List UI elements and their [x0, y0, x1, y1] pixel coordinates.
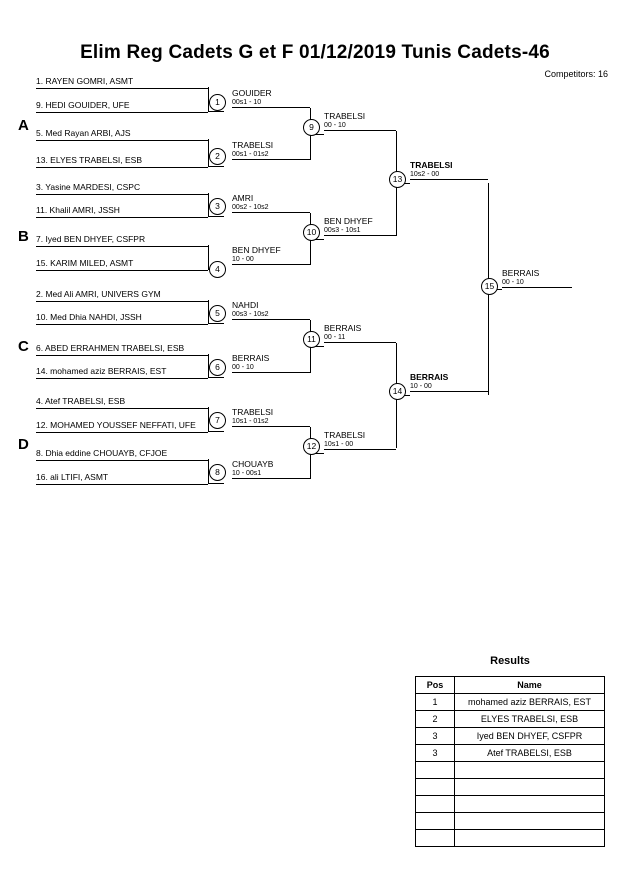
match-7-score: 10s1 - 01s2	[232, 418, 269, 425]
match-9-result	[324, 111, 396, 131]
match-number-8[interactable]: 8	[209, 464, 226, 481]
match-6-score: 00 - 10	[232, 364, 254, 371]
result-pos: 3	[416, 728, 455, 745]
connector-m8-out	[208, 483, 224, 484]
result-name	[455, 830, 605, 847]
group-letter-d: D	[18, 436, 29, 453]
results-column-name: Name	[455, 677, 605, 694]
match-13-score: 10s2 - 00	[410, 171, 440, 178]
entrant-5: 3. Yasine MARDESI, CSPC	[36, 182, 208, 195]
match-7-winner: TRABELSI	[232, 407, 274, 417]
result-pos	[416, 830, 455, 847]
match-number-2[interactable]: 2	[209, 148, 226, 165]
table-row	[416, 779, 605, 796]
match-number-6[interactable]: 6	[209, 359, 226, 376]
match-number-4[interactable]: 4	[209, 261, 226, 278]
results-column-pos: Pos	[416, 677, 455, 694]
result-pos	[416, 779, 455, 796]
connector-m3-out	[208, 216, 224, 217]
match-11-winner: BERRAIS	[324, 323, 362, 333]
entrant-12: 14. mohamed aziz BERRAIS, EST	[36, 366, 208, 379]
match-number-10[interactable]: 10	[303, 224, 320, 241]
results-table	[415, 676, 605, 847]
connector-m1-out	[208, 111, 224, 112]
connector-m2-out	[208, 166, 224, 167]
match-1-winner: GOUIDER	[232, 88, 272, 98]
result-name	[455, 762, 605, 779]
entrant-2: 9. HEDI GOUIDER, UFE	[36, 100, 208, 113]
result-name: Iyed BEN DHYEF, CSFPR	[455, 728, 605, 745]
table-row	[416, 711, 605, 728]
match-8-result	[232, 459, 310, 479]
match-5-score: 00s3 - 10s2	[232, 311, 269, 318]
match-14-result	[410, 372, 488, 392]
table-row	[416, 694, 605, 711]
match-5-winner: NAHDI	[232, 300, 259, 310]
match-10-result	[324, 216, 396, 236]
match-2-winner: TRABELSI	[232, 140, 274, 150]
entrant-3: 5. Med Rayan ARBI, AJS	[36, 128, 208, 141]
match-3-score: 00s2 - 10s2	[232, 204, 269, 211]
match-15-result	[502, 268, 572, 288]
entrant-10: 10. Med Dhia NAHDI, JSSH	[36, 312, 208, 325]
table-row	[416, 830, 605, 847]
match-number-1[interactable]: 1	[209, 94, 226, 111]
result-name: ELYES TRABELSI, ESB	[455, 711, 605, 728]
match-2-result	[232, 140, 310, 160]
result-pos: 3	[416, 745, 455, 762]
connector-m5-out	[208, 323, 224, 324]
match-number-14[interactable]: 14	[389, 383, 406, 400]
match-number-9[interactable]: 9	[303, 119, 320, 136]
competitors-count: Competitors: 16	[544, 69, 608, 79]
match-number-7[interactable]: 7	[209, 412, 226, 429]
match-8-winner: CHOUAYB	[232, 459, 274, 469]
table-row	[416, 728, 605, 745]
match-5-result	[232, 300, 310, 320]
match-12-result	[324, 430, 396, 450]
match-4-winner: BEN DHYEF	[232, 245, 281, 255]
match-7-result	[232, 407, 310, 427]
match-number-12[interactable]: 12	[303, 438, 320, 455]
result-name	[455, 813, 605, 830]
match-8-score: 10 - 00s1	[232, 470, 262, 477]
connector-m7-out	[208, 431, 224, 432]
entrant-7: 7. Iyed BEN DHYEF, CSFPR	[36, 234, 208, 247]
connector-m6-out	[208, 377, 224, 378]
match-6-result	[232, 353, 310, 373]
match-13-result	[410, 160, 488, 180]
entrant-1: 1. RAYEN GOMRI, ASMT	[36, 76, 208, 89]
match-3-winner: AMRI	[232, 193, 254, 203]
results-title: Results	[490, 655, 530, 667]
match-12-winner: TRABELSI	[324, 430, 366, 440]
match-number-15[interactable]: 15	[481, 278, 498, 295]
match-11-result	[324, 323, 396, 343]
match-number-3[interactable]: 3	[209, 198, 226, 215]
match-4-result	[232, 245, 310, 265]
entrant-11: 6. ABED ERRAHMEN TRABELSI, ESB	[36, 343, 208, 356]
match-11-score: 00 - 11	[324, 334, 346, 341]
match-3-result	[232, 193, 310, 213]
entrant-13: 4. Atef TRABELSI, ESB	[36, 396, 208, 409]
match-number-5[interactable]: 5	[209, 305, 226, 322]
result-pos	[416, 813, 455, 830]
table-row	[416, 745, 605, 762]
entrant-15: 8. Dhia eddine CHOUAYB, CFJOE	[36, 448, 208, 461]
match-14-score: 10 - 00	[410, 383, 432, 390]
result-name	[455, 796, 605, 813]
result-name	[455, 779, 605, 796]
page-title: Elim Reg Cadets G et F 01/12/2019 Tunis Cadets-46	[80, 42, 550, 63]
match-14-winner: BERRAIS	[410, 372, 449, 382]
match-15-score: 00 - 10	[502, 279, 524, 286]
match-10-score: 00s3 - 10s1	[324, 227, 361, 234]
entrant-14: 12. MOHAMED YOUSSEF NEFFATI, UFE	[36, 420, 208, 433]
match-10-winner: BEN DHYEF	[324, 216, 373, 226]
entrant-4: 13. ELYES TRABELSI, ESB	[36, 155, 208, 168]
match-13-winner: TRABELSI	[410, 160, 453, 170]
match-1-result	[232, 88, 310, 108]
match-15-winner: BERRAIS	[502, 268, 540, 278]
match-number-11[interactable]: 11	[303, 331, 320, 348]
result-pos: 1	[416, 694, 455, 711]
result-pos	[416, 762, 455, 779]
table-row	[416, 796, 605, 813]
table-row	[416, 762, 605, 779]
match-12-score: 10s1 - 00	[324, 441, 354, 448]
entrant-9: 2. Med Ali AMRI, UNIVERS GYM	[36, 289, 208, 302]
match-1-score: 00s1 - 10	[232, 99, 262, 106]
results-header-row	[416, 677, 605, 694]
match-6-winner: BERRAIS	[232, 353, 270, 363]
result-name: Atef TRABELSI, ESB	[455, 745, 605, 762]
entrant-16: 16. ali LTIFI, ASMT	[36, 472, 208, 485]
match-9-score: 00 - 10	[324, 122, 346, 129]
group-letter-c: C	[18, 338, 29, 355]
match-9-winner: TRABELSI	[324, 111, 366, 121]
entrant-8: 15. KARIM MILED, ASMT	[36, 258, 208, 271]
result-pos: 2	[416, 711, 455, 728]
match-number-13[interactable]: 13	[389, 171, 406, 188]
table-row	[416, 813, 605, 830]
group-letter-b: B	[18, 228, 29, 245]
group-letter-a: A	[18, 117, 29, 134]
result-pos	[416, 796, 455, 813]
entrant-6: 11. Khalil AMRI, JSSH	[36, 205, 208, 218]
result-name: mohamed aziz BERRAIS, EST	[455, 694, 605, 711]
match-2-score: 00s1 - 01s2	[232, 151, 269, 158]
match-4-score: 10 - 00	[232, 256, 254, 263]
